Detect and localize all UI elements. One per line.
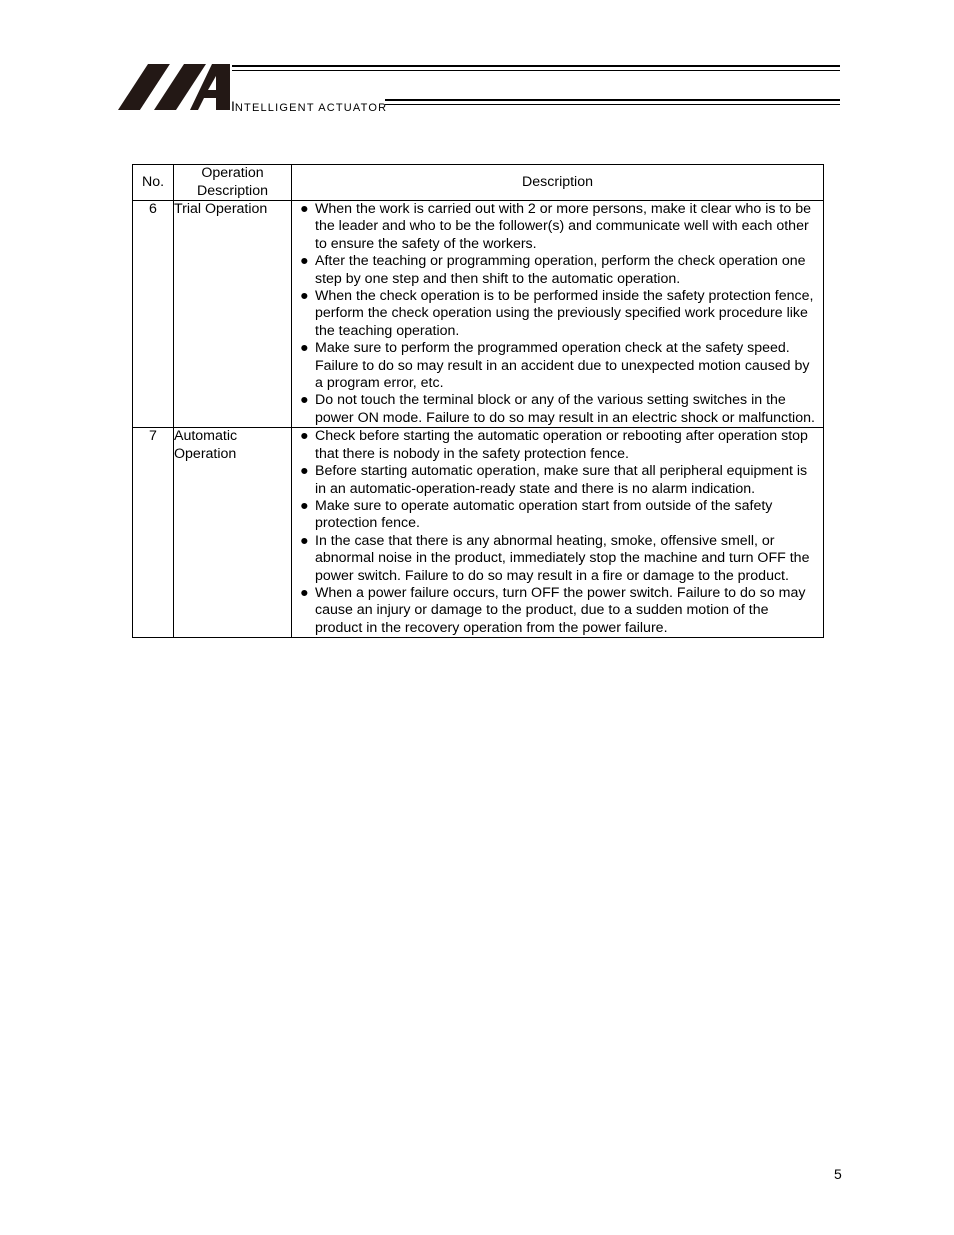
list-item-text: Make sure to perform the programmed operation check at the safety speed. Failure to do so may result in an accident due to unexpected motion caused by a program error, etc. [315,340,810,392]
table-header-row [133,165,824,201]
bullet-icon: ● [300,532,309,549]
operations-table [132,164,824,638]
bullet-icon: ● [300,463,309,480]
bullet-icon: ● [300,253,309,270]
row-number: 6 [133,201,174,428]
bullet-icon: ● [300,340,309,357]
bullet-icon: ● [300,201,309,217]
list-item-text: In the case that there is any abnormal heating, smoke, offensive smell, or abnormal noise in the product, immediately stop the machine and turn OFF the power switch. Failure to do so may result in a fire or damage to the product. [315,532,810,584]
row-number: 7 [133,428,174,638]
operation-description-cell [292,201,824,428]
operation-name: Automatic Operation [174,428,292,638]
operation-name: Trial Operation [174,201,292,428]
bullet-icon: ● [300,288,309,305]
brand-name: INTELLIGENT ACTUATOR [231,98,388,114]
list-item [300,201,815,253]
table-row [133,201,824,428]
header-operation-description: Operation Description [174,165,292,201]
page-number: 5 [834,1166,842,1182]
header-rule-top [232,65,840,71]
bullet-icon: ● [300,428,309,445]
list-item-text: Make sure to operate automatic operation start from outside of the safety protection fence. [315,497,773,532]
description-list [292,201,823,427]
list-item [300,392,815,427]
list-item-text: When the work is carried out with 2 or more persons, make it clear who is to be the leader and who to be the follower(s) and communicate well with each other to ensure the safety of the workers. [315,201,811,252]
list-item [300,463,815,498]
list-item [300,533,815,585]
list-item-text: After the teaching or programming operation, perform the check operation one step by one step and then shift to the automatic operation. [315,253,806,287]
header-description: Description [292,165,824,201]
list-item [300,585,815,637]
list-item [300,428,815,463]
list-item [300,253,815,288]
iai-logo-icon [118,62,230,112]
table-row [133,428,824,638]
list-item-text: Before starting automatic operation, make sure that all peripheral equipment is in an automatic-operation-ready state and there is no alarm indication. [315,463,808,497]
description-list [292,428,823,637]
page-header [118,62,842,112]
operation-description-cell [292,428,824,638]
bullet-icon: ● [300,584,309,601]
list-item [300,288,815,340]
list-item-text: Do not touch the terminal block or any of the various setting switches in the power ON mode. Failure to do so may result in an electric shock or malfunction. [315,392,815,426]
list-item-text: When a power failure occurs, turn OFF the power switch. Failure to do so may cause an injury or damage to the product, due to a sudden motion of the product in the recovery operation from the power failure. [315,584,806,636]
header-no: No. [133,165,174,201]
list-item [300,340,815,392]
list-item [300,498,815,533]
bullet-icon: ● [300,497,309,514]
list-item-text: When the check operation is to be performed inside the safety protection fence, perform the check operation using the previously specified work procedure like the teaching operation. [315,288,814,339]
header-rule-bottom [385,99,840,105]
list-item-text: Check before starting the automatic operation or rebooting after operation stop that there is nobody in the safety protection fence. [315,428,808,462]
bullet-icon: ● [300,392,309,409]
